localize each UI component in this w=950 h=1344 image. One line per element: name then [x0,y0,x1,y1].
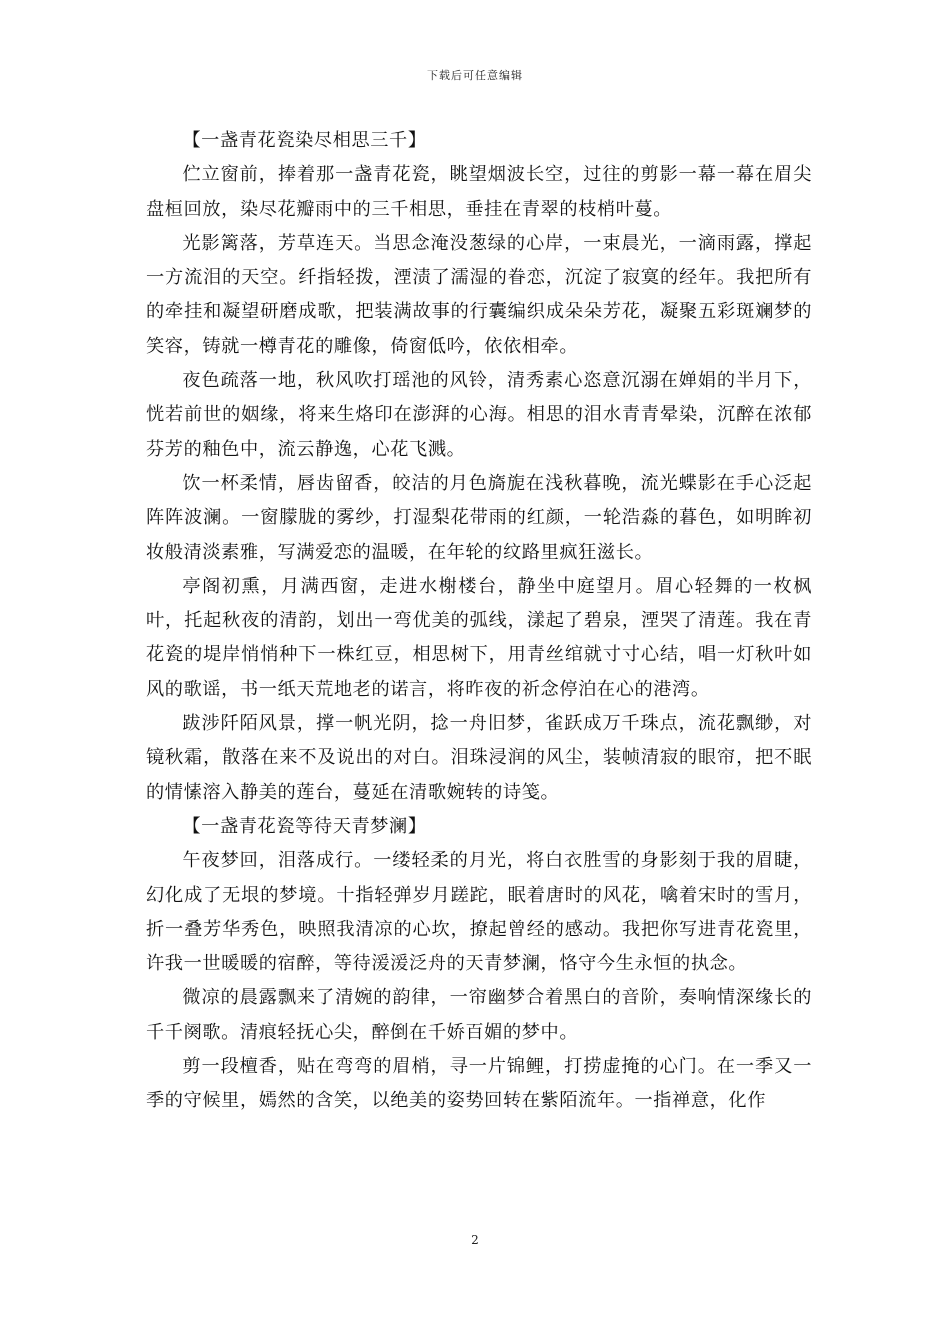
page-number: 2 [471,1233,479,1247]
paragraph: 微凉的晨露飘来了清婉的韵律，一帘幽梦合着黑白的音阶，奏响情深缘长的千千阕歌。清痕轻抚心尖，醉倒在千娇百媚的梦中。 [146,987,812,1043]
section-heading: 【一盏青花瓷染尽相思三千】 [182,130,427,151]
paragraph: 伫立窗前，捧着那一盏青花瓷，眺望烟波长空，过往的剪影一幕一幕在眉尖盘桓回放，染尽花瓣雨中的三千相思，垂挂在青翠的枝梢叶蔓。 [146,164,812,220]
paragraph: 光影篱落，芳草连天。当思念淹没葱绿的心岸，一束晨光，一滴雨露，撑起一方流泪的天空。纤指轻拨，湮渍了濡湿的眷恋，沉淀了寂寞的经年。我把所有的牵挂和凝望研磨成歌，把装满故事的行囊编织成朵朵芳花，凝聚五彩斑斓梦的笑容，铸就一樽青花的雕像，倚窗低吟，依依相牵。 [146,232,812,357]
paragraph: 夜色疏落一地，秋风吹打瑶池的风铃，清秀素心恣意沉溺在婵娟的半月下，恍若前世的姻缘，将来生烙印在澎湃的心海。相思的泪水青青晕染，沉醉在浓郁芬芳的釉色中，流云静逸，心花飞溅。 [146,370,812,460]
paragraph: 亭阁初熏，月满西窗，走进水榭楼台，静坐中庭望月。眉心轻舞的一枚枫叶，托起秋夜的清韵，划出一弯优美的弧线，漾起了碧泉，湮哭了清莲。我在青花瓷的堤岸悄悄种下一株红豆，相思树下，用青丝绾就寸寸心结，唱一灯秋叶如风的歌谣，书一纸天荒地老的诺言，将昨夜的祈念停泊在心的港湾。 [146,575,812,700]
paragraph: 跋涉阡陌风景，撑一帆光阴，捻一舟旧梦，雀跃成万千珠点，流花飘缈，对镜秋霜，散落在来不及说出的对白。泪珠浸润的风尘，装帧清寂的眼帘，把不眠的情愫溶入静美的莲台，蔓延在清歌婉转的诗笺。 [146,713,812,803]
document-body [146,124,812,1119]
paragraph: 剪一段檀香，贴在弯弯的眉梢，寻一片锦鲤，打捞虚掩的心门。在一季又一季的守候里，嫣然的含笑，以绝美的姿势回转在紫陌流年。一指禅意，化作 [146,1056,812,1112]
section-heading: 【一盏青花瓷等待天青梦澜】 [182,815,427,837]
paragraph: 午夜梦回，泪落成行。一缕轻柔的月光，将白衣胜雪的身影刻于我的眉睫，幻化成了无垠的梦境。十指轻弹岁月蹉跎，眠着唐时的风花，噙着宋时的雪月，折一叠芳华秀色，映照我清凉的心坎，撩起曾经的感动。我把你写进青花瓷里，许我一世暖暖的宿醉，等待湲湲泛舟的天青梦澜，恪守今生永恒的执念。 [146,850,812,975]
page-header: 下载后可任意编辑 [427,69,523,82]
paragraph: 饮一杯柔情，唇齿留香，皎洁的月色旖旎在浅秋暮晚，流光蝶影在手心泛起阵阵波澜。一窗朦胧的雾纱，打湿梨花带雨的红颜，一轮浩淼的暮色，如明眸初妆般清淡素雅，写满爱恋的温暖，在年轮的纹路里疯狂滋长。 [146,472,812,563]
